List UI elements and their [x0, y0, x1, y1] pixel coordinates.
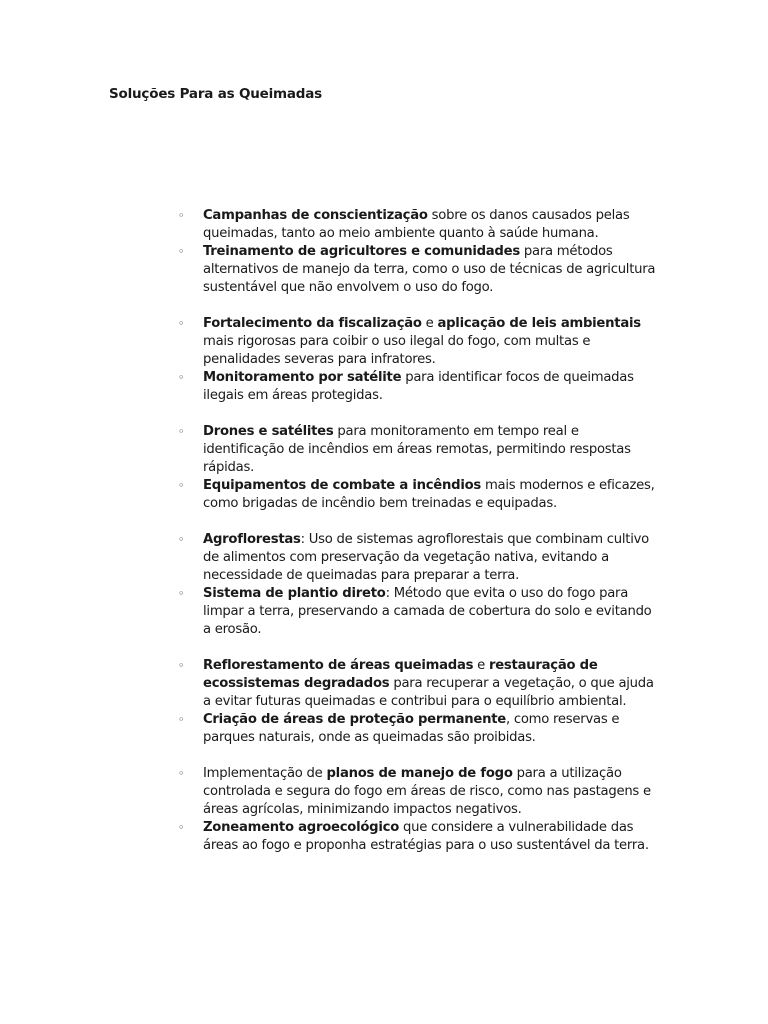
list-item — [178, 207, 658, 243]
item-text: Fortalecimento da fiscalização e aplicação de leis ambientais mais rigorosas para coibir o uso ilegal do fogo, com multas e penalidades severas para infratores. — [203, 316, 641, 367]
list-item — [178, 765, 658, 819]
list-item — [178, 315, 658, 369]
page-title: Soluções Para as Queimadas — [109, 86, 323, 102]
hollow-circle-bullet-icon — [178, 423, 192, 441]
hollow-circle-bullet-icon — [178, 819, 192, 837]
hollow-circle-bullet-icon — [178, 477, 192, 495]
item-text: Agroflorestas: Uso de sistemas agroflorestais que combinam cultivo de alimentos com preservação da vegetação nativa, evitando a necessidade de queimadas para preparar a terra. — [203, 532, 649, 583]
hollow-circle-bullet-icon — [178, 585, 192, 603]
list-item — [178, 657, 658, 711]
list-item — [178, 423, 658, 477]
item-text: Monitoramento por satélite para identificar focos de queimadas ilegais em áreas protegidas. — [203, 370, 634, 403]
list-item — [178, 477, 658, 513]
hollow-circle-bullet-icon — [178, 315, 192, 333]
item-text: Equipamentos de combate a incêndios mais modernos e eficazes, como brigadas de incêndio bem treinadas e equipadas. — [203, 478, 655, 511]
hollow-circle-bullet-icon — [178, 531, 192, 549]
list-item — [178, 585, 658, 639]
list-item — [178, 369, 658, 405]
item-text: Implementação de planos de manejo de fogo para a utilização controlada e segura do fogo em áreas de risco, como nas pastagens e áreas agrícolas, minimizando impactos negativos. — [203, 766, 651, 817]
item-text: Treinamento de agricultores e comunidades para métodos alternativos de manejo da terra, como o uso de técnicas de agricultura sustentável que não envolvem o uso do fogo. — [203, 244, 656, 295]
solutions-list — [178, 207, 658, 855]
item-text: Reflorestamento de áreas queimadas e restauração de ecossistemas degradados para recuperar a vegetação, o que ajuda a evitar futuras queimadas e contribui para o equilíbrio ambiental. — [203, 658, 654, 709]
list-item — [178, 243, 658, 297]
list-item — [178, 531, 658, 585]
item-text: Sistema de plantio direto: Método que evita o uso do fogo para limpar a terra, preservando a camada de cobertura do solo e evitando a erosão. — [203, 586, 652, 637]
item-text: Campanhas de conscientização sobre os danos causados pelas queimadas, tanto ao meio ambiente quanto à saúde humana. — [203, 208, 630, 241]
list-item — [178, 711, 658, 747]
hollow-circle-bullet-icon — [178, 207, 192, 225]
hollow-circle-bullet-icon — [178, 711, 192, 729]
item-text: Criação de áreas de proteção permanente, como reservas e parques naturais, onde as queimadas são proibidas. — [203, 712, 620, 745]
hollow-circle-bullet-icon — [178, 657, 192, 675]
item-text: Zoneamento agroecológico que considere a vulnerabilidade das áreas ao fogo e proponha estratégias para o uso sustentável da terra. — [203, 820, 649, 853]
item-text: Drones e satélites para monitoramento em tempo real e identificação de incêndios em áreas remotas, permitindo respostas rápidas. — [203, 424, 631, 475]
hollow-circle-bullet-icon — [178, 765, 192, 783]
hollow-circle-bullet-icon — [178, 369, 192, 387]
hollow-circle-bullet-icon — [178, 243, 192, 261]
list-item — [178, 819, 658, 855]
